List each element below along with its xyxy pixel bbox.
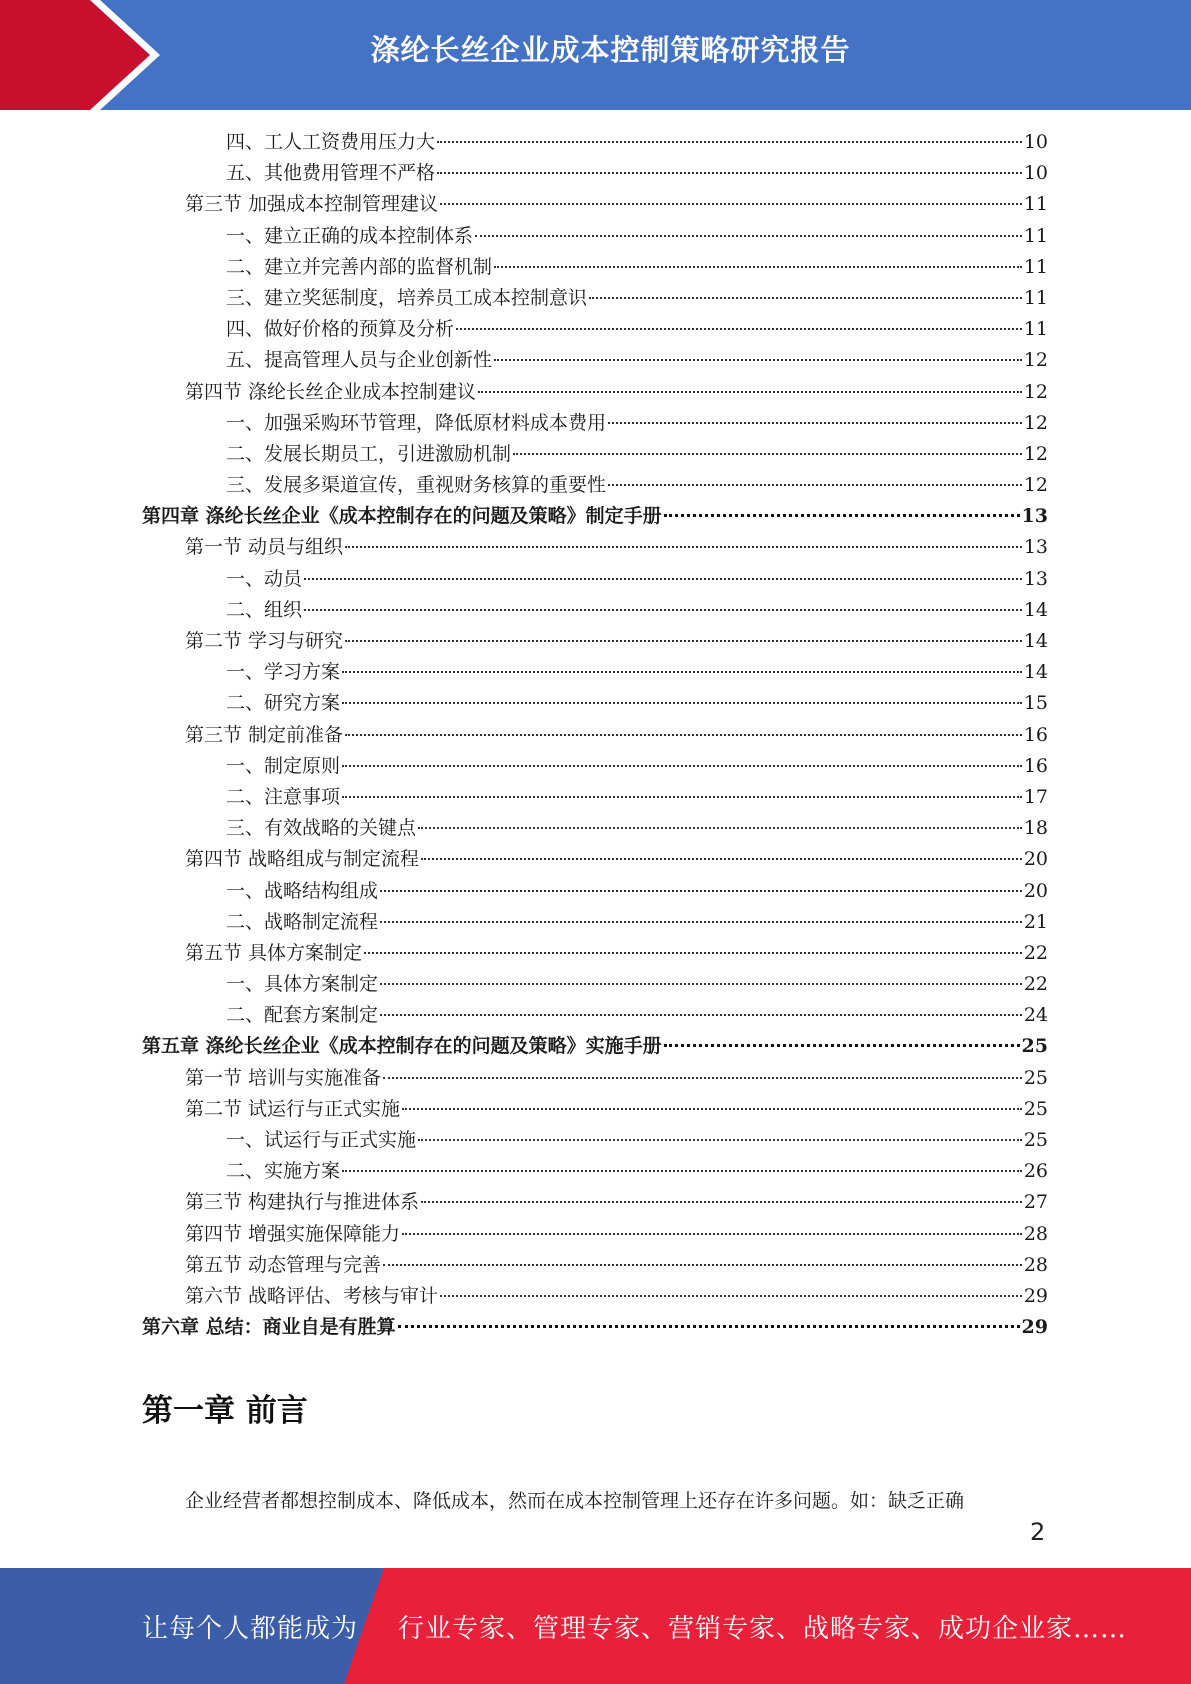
toc-entry-page: 15	[1023, 692, 1048, 715]
toc-entry[interactable]	[142, 158, 1048, 189]
toc-entry-page: 25	[1023, 1097, 1048, 1120]
toc-dot-leader	[608, 483, 1022, 486]
toc-entry[interactable]	[142, 345, 1048, 376]
toc-entry[interactable]	[142, 1312, 1048, 1343]
toc-dot-leader	[345, 733, 1022, 736]
toc-dot-leader	[380, 1013, 1022, 1016]
toc-entry[interactable]	[142, 377, 1048, 408]
toc-dot-leader	[494, 265, 1022, 268]
toc-entry-page: 25	[1023, 1066, 1048, 1089]
toc-entry-label: 第四节 战略组成与制定流程	[185, 848, 420, 871]
toc-entry[interactable]	[142, 1094, 1048, 1125]
toc-dot-leader	[342, 764, 1022, 767]
toc-entry-page: 12	[1023, 349, 1048, 372]
table-of-contents	[142, 127, 1048, 1343]
toc-dot-leader	[440, 1294, 1022, 1297]
footer-slogan-left: 让每个人都能成为	[142, 1614, 359, 1644]
toc-entry-page: 12	[1023, 380, 1048, 403]
body-paragraph: 企业经营者都想控制成本、降低成本，然而在成本控制管理上还存在许多问题。如：缺乏正确	[185, 1490, 965, 1512]
toc-entry-label: 二、配套方案制定	[226, 1004, 379, 1027]
toc-entry-page: 16	[1023, 754, 1048, 777]
toc-entry-label: 五、提高管理人员与企业创新性	[226, 349, 493, 372]
toc-entry[interactable]	[142, 314, 1048, 345]
toc-entry-page: 16	[1023, 723, 1048, 746]
toc-entry-label: 第一节 培训与实施准备	[185, 1066, 382, 1089]
toc-entry-label: 一、制定原则	[226, 754, 341, 777]
footer-banner	[0, 1568, 1191, 1684]
toc-entry[interactable]	[142, 283, 1048, 314]
toc-dot-leader	[421, 857, 1022, 860]
toc-entry-page: 28	[1023, 1253, 1048, 1276]
toc-entry[interactable]	[142, 657, 1048, 688]
toc-entry-label: 第三节 加强成本控制管理建议	[185, 193, 439, 216]
toc-entry[interactable]	[142, 595, 1048, 626]
toc-entry-label: 第四节 涤纶长丝企业成本控制建议	[185, 380, 477, 403]
toc-dot-leader	[418, 826, 1022, 829]
toc-dot-leader	[398, 1324, 1020, 1328]
toc-dot-leader	[440, 202, 1022, 205]
toc-entry[interactable]	[142, 127, 1048, 158]
toc-dot-leader	[437, 140, 1022, 143]
toc-entry[interactable]	[142, 189, 1048, 220]
toc-entry-label: 三、建立奖惩制度，培养员工成本控制意识	[226, 286, 588, 309]
toc-entry[interactable]	[142, 532, 1048, 563]
toc-entry[interactable]	[142, 720, 1048, 751]
toc-entry-label: 第三节 构建执行与推进体系	[185, 1191, 420, 1214]
toc-entry[interactable]	[142, 252, 1048, 283]
toc-entry-page: 12	[1023, 442, 1048, 465]
toc-entry-label: 一、学习方案	[226, 661, 341, 684]
toc-entry-label: 二、组织	[226, 598, 303, 621]
toc-entry-page: 11	[1023, 255, 1048, 278]
toc-dot-leader	[402, 1232, 1022, 1235]
toc-dot-leader	[383, 1263, 1022, 1266]
toc-entry-label: 二、注意事项	[226, 785, 341, 808]
toc-entry-page: 17	[1023, 785, 1048, 808]
toc-dot-leader	[342, 1169, 1022, 1172]
toc-entry-label: 第五节 具体方案制定	[185, 941, 363, 964]
toc-entry[interactable]	[142, 688, 1048, 719]
toc-entry-page: 14	[1023, 661, 1048, 684]
toc-dot-leader	[589, 296, 1022, 299]
header-banner	[0, 0, 1191, 110]
toc-entry-page: 11	[1023, 318, 1048, 341]
toc-entry-page: 25	[1021, 1035, 1048, 1058]
toc-entry-page: 11	[1023, 193, 1048, 216]
toc-dot-leader	[421, 1200, 1022, 1203]
toc-entry[interactable]	[142, 1125, 1048, 1156]
toc-entry-label: 第二节 试运行与正式实施	[185, 1097, 401, 1120]
toc-dot-leader	[342, 795, 1022, 798]
toc-entry-label: 二、发展长期员工，引进激励机制	[226, 442, 512, 465]
toc-dot-leader	[494, 358, 1022, 361]
toc-entry-label: 第五章 涤纶长丝企业《成本控制存在的问题及策略》实施手册	[142, 1035, 662, 1058]
toc-entry[interactable]	[142, 813, 1048, 844]
toc-entry[interactable]	[142, 626, 1048, 657]
toc-entry-label: 一、具体方案制定	[226, 973, 379, 996]
toc-dot-leader	[402, 1107, 1022, 1110]
toc-entry[interactable]	[142, 1187, 1048, 1218]
toc-entry[interactable]	[142, 876, 1048, 907]
toc-entry-page: 14	[1023, 630, 1048, 652]
toc-entry-page: 29	[1023, 1284, 1048, 1307]
toc-entry-label: 第五节 动态管理与完善	[185, 1253, 382, 1276]
toc-entry-page: 13	[1021, 505, 1048, 528]
toc-entry-page: 14	[1023, 598, 1048, 621]
toc-entry[interactable]	[142, 1250, 1048, 1281]
toc-dot-leader	[513, 452, 1022, 455]
toc-entry[interactable]	[142, 1156, 1048, 1187]
toc-entry-label: 三、有效战略的关键点	[226, 817, 417, 840]
toc-entry-label: 五、其他费用管理不严格	[226, 162, 436, 185]
toc-entry-page: 20	[1023, 879, 1048, 902]
toc-entry-page: 10	[1023, 131, 1048, 153]
toc-dot-leader	[380, 982, 1022, 985]
toc-entry[interactable]	[142, 1000, 1048, 1031]
toc-entry-page: 25	[1023, 1129, 1048, 1151]
toc-dot-leader	[342, 670, 1022, 673]
toc-entry-label: 一、建立正确的成本控制体系	[226, 224, 474, 247]
toc-entry[interactable]	[142, 782, 1048, 813]
toc-entry-page: 27	[1023, 1191, 1048, 1214]
toc-entry-label: 四、做好价格的预算及分析	[226, 318, 455, 341]
toc-entry-page: 28	[1023, 1222, 1048, 1245]
toc-entry[interactable]	[142, 907, 1048, 938]
toc-entry-page: 13	[1023, 536, 1048, 559]
toc-dot-leader	[608, 421, 1022, 424]
toc-dot-leader	[380, 920, 1022, 923]
toc-entry-page: 20	[1023, 848, 1048, 871]
toc-entry-page: 18	[1023, 817, 1048, 840]
toc-entry-label: 第二节 学习与研究	[185, 630, 344, 652]
toc-entry[interactable]	[142, 501, 1048, 532]
chapter-heading: 第一章 前言	[142, 1393, 308, 1429]
toc-dot-leader	[364, 951, 1022, 954]
toc-dot-leader	[345, 545, 1022, 548]
toc-dot-leader	[304, 608, 1022, 611]
toc-entry-page: 13	[1023, 567, 1048, 590]
toc-dot-leader	[345, 639, 1022, 642]
footer-slogan-right: 行业专家、管理专家、营销专家、战略专家、成功企业家……	[398, 1614, 1128, 1644]
toc-dot-leader	[380, 889, 1022, 892]
document-title: 涤纶长丝企业成本控制策略研究报告	[370, 33, 851, 67]
toc-entry-label: 三、发展多渠道宣传，重视财务核算的重要性	[226, 474, 607, 497]
toc-dot-leader	[456, 327, 1022, 330]
toc-entry-page: 22	[1023, 973, 1048, 996]
toc-entry-label: 二、实施方案	[226, 1160, 341, 1183]
toc-entry[interactable]	[142, 1219, 1048, 1250]
toc-entry-page: 10	[1023, 162, 1048, 185]
toc-dot-leader	[664, 513, 1020, 517]
toc-entry[interactable]	[142, 439, 1048, 470]
toc-entry[interactable]	[142, 938, 1048, 969]
toc-entry-label: 二、战略制定流程	[226, 910, 379, 933]
toc-dot-leader	[342, 701, 1022, 704]
toc-entry-label: 第一节 动员与组织	[185, 536, 344, 559]
toc-entry-label: 第六章 总结：商业自是有胜算	[142, 1316, 396, 1339]
toc-entry[interactable]	[142, 844, 1048, 875]
toc-dot-leader	[304, 577, 1022, 580]
toc-entry-label: 四、工人工资费用压力大	[226, 131, 436, 153]
toc-dot-leader	[664, 1043, 1020, 1047]
toc-entry[interactable]	[142, 969, 1048, 1000]
toc-dot-leader	[383, 1076, 1022, 1079]
toc-entry-page: 12	[1023, 474, 1048, 497]
toc-entry-page: 11	[1023, 286, 1048, 309]
toc-entry-label: 第四章 涤纶长丝企业《成本控制存在的问题及策略》制定手册	[142, 505, 662, 528]
toc-entry-page: 22	[1023, 941, 1048, 964]
toc-dot-leader	[418, 1138, 1022, 1141]
page-number: 2	[1030, 1518, 1046, 1546]
toc-entry-page: 11	[1023, 224, 1048, 247]
toc-entry-label: 一、战略结构组成	[226, 879, 379, 902]
toc-dot-leader	[475, 234, 1022, 237]
toc-entry-page: 29	[1021, 1316, 1048, 1339]
toc-entry[interactable]	[142, 470, 1048, 501]
toc-entry-page: 12	[1023, 411, 1048, 434]
toc-entry-label: 二、研究方案	[226, 692, 341, 715]
toc-entry-label: 第六节 战略评估、考核与审计	[185, 1284, 439, 1307]
toc-entry[interactable]	[142, 1063, 1048, 1094]
toc-entry-label: 一、试运行与正式实施	[226, 1129, 417, 1151]
toc-entry-page: 24	[1023, 1004, 1048, 1027]
toc-entry[interactable]	[142, 1281, 1048, 1312]
toc-entry-label: 一、动员	[226, 567, 303, 590]
toc-entry-label: 一、加强采购环节管理，降低原材料成本费用	[226, 411, 607, 434]
toc-entry-label: 第四节 增强实施保障能力	[185, 1222, 401, 1245]
toc-entry[interactable]	[142, 751, 1048, 782]
toc-entry[interactable]	[142, 221, 1048, 252]
toc-entry[interactable]	[142, 1031, 1048, 1062]
toc-entry-label: 第三节 制定前准备	[185, 723, 344, 746]
toc-entry[interactable]	[142, 408, 1048, 439]
toc-entry-page: 26	[1023, 1160, 1048, 1183]
toc-entry-page: 21	[1023, 910, 1048, 933]
toc-entry-label: 二、建立并完善内部的监督机制	[226, 255, 493, 278]
toc-dot-leader	[478, 390, 1022, 393]
toc-entry[interactable]	[142, 564, 1048, 595]
toc-dot-leader	[437, 171, 1022, 174]
